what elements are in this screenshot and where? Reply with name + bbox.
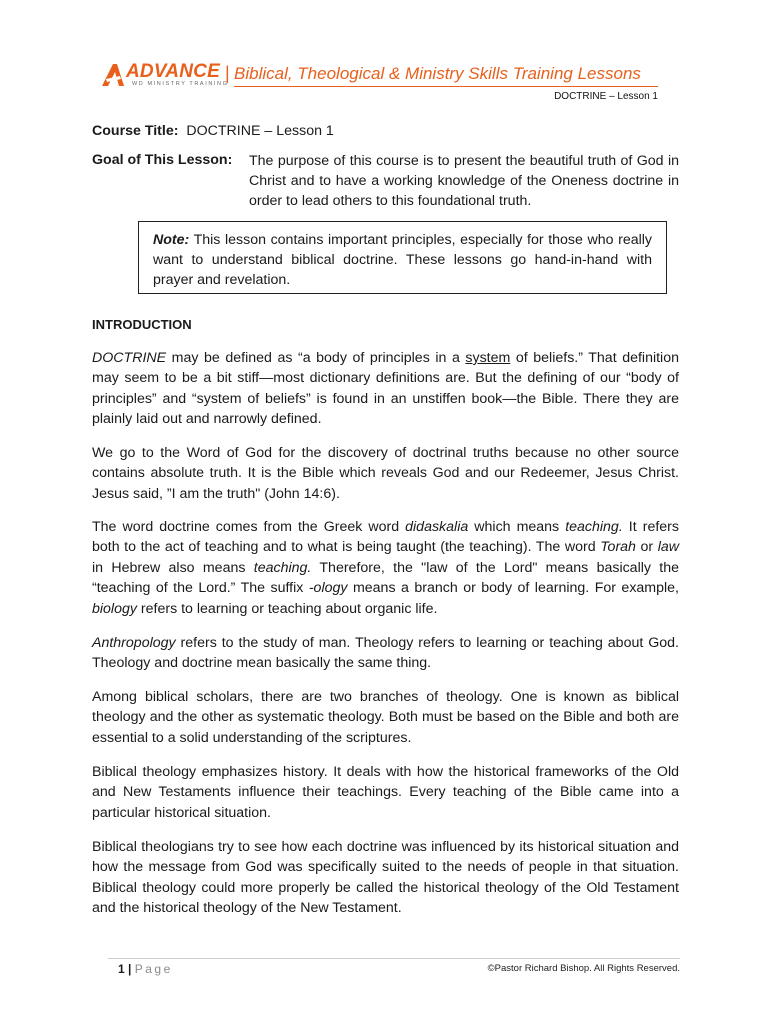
- copyright-notice: ©Pastor Richard Bishop. All Rights Reserved.: [487, 963, 680, 974]
- text-span: means a branch or body of learning. For example,: [347, 580, 680, 597]
- text-span: refers to learning or teaching about organic life.: [136, 600, 438, 617]
- paragraph-biblical-theology: Biblical theology emphasizes history. It deals with how the historical frameworks of the Old and New Testaments influence their teachings. Every teaching of the Bible came into a particular historical situation.: [92, 764, 679, 821]
- paragraph-word-of-god: We go to the Word of God for the discovery of doctrinal truths because no other source contains absolute truth. It is the Bible which reveals God and our Redeemer, Jesus Christ. Jesus said, ”I am the truth" (John 14:6).: [92, 445, 679, 502]
- introduction-heading: INTRODUCTION: [92, 317, 192, 332]
- text-span: refers to the study of man. Theology refers to learning or teaching about God. Theology and doctrine mean basically the same thing.: [92, 635, 679, 672]
- term-torah: Torah: [600, 539, 636, 556]
- paragraph-greek-word: [92, 517, 679, 619]
- text-span: Therefore, the "law of the Lord" means basically the “teaching of the Lord.” The suffix: [92, 559, 679, 597]
- goal-text: The purpose of this course is to present the beautiful truth of God in Christ and to have a working knowledge of the Oneness doctrine in order to lead others to this foundational truth.: [249, 153, 679, 209]
- header-underline: [234, 86, 658, 87]
- text-span: The word doctrine comes from the Greek word: [92, 519, 406, 535]
- page-header: [100, 60, 660, 90]
- term-ology: -ology: [308, 580, 348, 597]
- term-system: system: [465, 350, 511, 366]
- footer-divider: [108, 958, 680, 959]
- header-separator: |: [225, 63, 230, 83]
- logo-wordmark: ADVANCE: [126, 61, 220, 82]
- paragraph-branches-of-theology: Among biblical scholars, there are two branches of theology. One is known as biblical theology and the other as systematic theology. Both must be based on the Bible and both are essential to a solid understanding of the scriptures.: [92, 689, 679, 746]
- text-span: may be defined as “a body of principles in a: [166, 350, 466, 366]
- logo-tagline: WD MINISTRY TRAINING: [132, 81, 229, 87]
- header-title: Biblical, Theological & Ministry Skills Training Lessons: [234, 64, 641, 83]
- page-number: [118, 962, 173, 976]
- note-box: [138, 221, 667, 294]
- course-title: [92, 122, 334, 141]
- text-span: in Hebrew also means: [92, 559, 254, 576]
- paragraph-biblical-theologians: Biblical theologians try to see how each doctrine was influenced by its historical situation and how the message from God was specifically suited to the needs of people in that situation. Biblical theology could more properly be called the historical theology of the Old Testament and the historical theology of the New Testament.: [92, 839, 679, 917]
- term-didaskalia: didaskalia: [405, 519, 469, 535]
- text-span: which means: [468, 519, 566, 535]
- term-teaching: teaching.: [253, 559, 312, 576]
- note-label: Note:: [153, 232, 190, 248]
- page-number-value: 1: [118, 962, 125, 976]
- term-doctrine: DOCTRINE: [92, 350, 167, 366]
- page-number-separator: |: [124, 962, 135, 976]
- goal-label: Goal of This Lesson:: [92, 152, 233, 168]
- page-word: Page: [134, 962, 173, 976]
- paragraph-anthropology: [92, 633, 679, 674]
- course-title-label: Course Title:: [92, 123, 179, 139]
- text-span: of beliefs.” That definition may seem to be a bit stiff—most dictionary definitions are. But the defining of our “body of principles” and “system of beliefs” is found in an unstiffen book—the Bible. There they are plainly laid out and narrowly defined.: [92, 350, 679, 428]
- course-title-value: DOCTRINE – Lesson 1: [186, 123, 334, 139]
- term-teaching: teaching.: [565, 519, 623, 535]
- term-biology: biology: [92, 600, 137, 617]
- text-span: or: [635, 539, 658, 556]
- advance-logo: [100, 61, 229, 88]
- note-text: This lesson contains important principles, especially for those who really want to understand biblical doctrine. These lessons go hand-in-hand with prayer and revelation.: [153, 232, 652, 288]
- term-anthropology: Anthropology: [92, 635, 176, 651]
- header-lesson-label: DOCTRINE – Lesson 1: [554, 91, 658, 102]
- paragraph-doctrine-definition: [92, 348, 679, 430]
- term-law: law: [657, 539, 679, 556]
- text-span: It refers both to the act of teaching and to what is being taught (the teaching). The word: [92, 519, 679, 556]
- advance-logo-mark-icon: [100, 62, 128, 88]
